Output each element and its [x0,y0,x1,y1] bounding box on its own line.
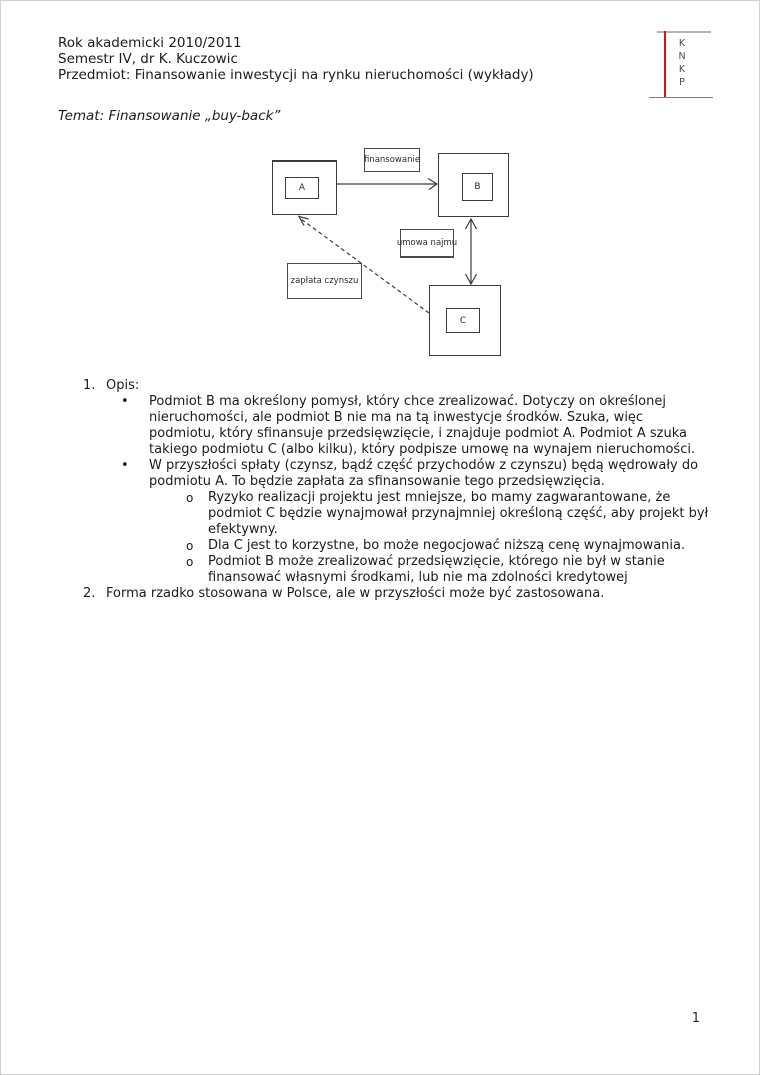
sub-item [1,490,760,538]
topic-title: Temat: Finansowanie „buy-back” [58,108,281,124]
logo-red-bar [664,31,666,97]
node-b [438,153,509,217]
sub-text: Dla C jest to korzystne, bo może negocjować niższą cenę wynajmowania. [208,538,686,553]
logo-letter-n: N [678,51,686,62]
logo-letter-p: P [679,77,685,88]
content-list [1,378,760,602]
list-item-opis [1,378,760,394]
bullet-text: W przyszłości spłaty (czynsz, bądź część przychodów z czynszu) będą wędrowały do podmiotu A. To będzie zapłata za sfinansowanie tego przedsięwzięcia. [149,458,699,489]
bullet-marker: • [121,394,129,409]
header-line-subject: Przedmiot: Finansowanie inwestycji na rynku nieruchomości (wykłady) [58,67,534,83]
edge-label-finansowanie: finansowanie [364,148,420,172]
page-number: 1 [691,1011,700,1026]
node-c-label: C [446,308,480,333]
sub-item [1,554,760,586]
edge-label-zaplata-czynszu: zapłata czynszu [287,263,362,299]
logo-letters [675,37,689,89]
header-line-semester: Semestr IV, dr K. Kuczowic [58,51,238,67]
header-block [58,35,534,83]
sub-marker: o [186,491,194,505]
opis-heading: Opis: [106,378,140,393]
header-line-academic-year: Rok akademicki 2010/2011 [58,35,242,51]
logo-letter-k1: K [678,38,686,49]
financing-arrow [337,179,437,190]
sub-marker: o [186,539,194,553]
sub-marker: o [186,555,194,569]
logo-bottom-rule [649,97,713,98]
node-a [272,160,337,215]
rent-dashed-arrow [299,217,429,314]
bullet-marker: • [121,458,129,473]
node-b-label: B [462,173,493,201]
list-item-forma [1,586,760,602]
knkp-logo [649,31,715,99]
list-item-text: Forma rzadko stosowana w Polsce, ale w przyszłości może być zastosowana. [106,586,605,601]
bullet-item [1,394,760,458]
edge-label-umowa-najmu: umowa najmu [400,229,454,258]
list-number: 1. [83,378,96,393]
sub-text: Ryzyko realizacji projektu jest mniejsze, bo mamy zagwarantowane, że podmiot C będzie wynajmował przynajmniej określoną część, aby projekt był efektywny. [208,490,709,537]
sub-text: Podmiot B może zrealizować przedsięwzięcie, którego nie był w stanie finansować własnymi środkami, lub nie ma zdolności kredytowej [208,554,665,585]
node-a-label: A [285,177,319,199]
logo-letter-k2: K [678,64,686,75]
bullet-text: Podmiot B ma określony pomysł, który chce zrealizować. Dotyczy on określonej nieruchomości, ale podmiot B nie ma na tą inwestycje środków. Szuka, więc podmiotu, który sfinansuje przedsięwzięcie, i znajduje podmiot A. Podmiot A szuka takiego podmiotu C (albo kilku), który podpisze umowę na wynajem nieruchomości. [149,394,696,457]
list-number: 2. [83,586,96,601]
sub-item [1,538,760,554]
bullet-item [1,458,760,490]
lease-double-arrow [466,219,477,284]
node-c [429,285,501,356]
